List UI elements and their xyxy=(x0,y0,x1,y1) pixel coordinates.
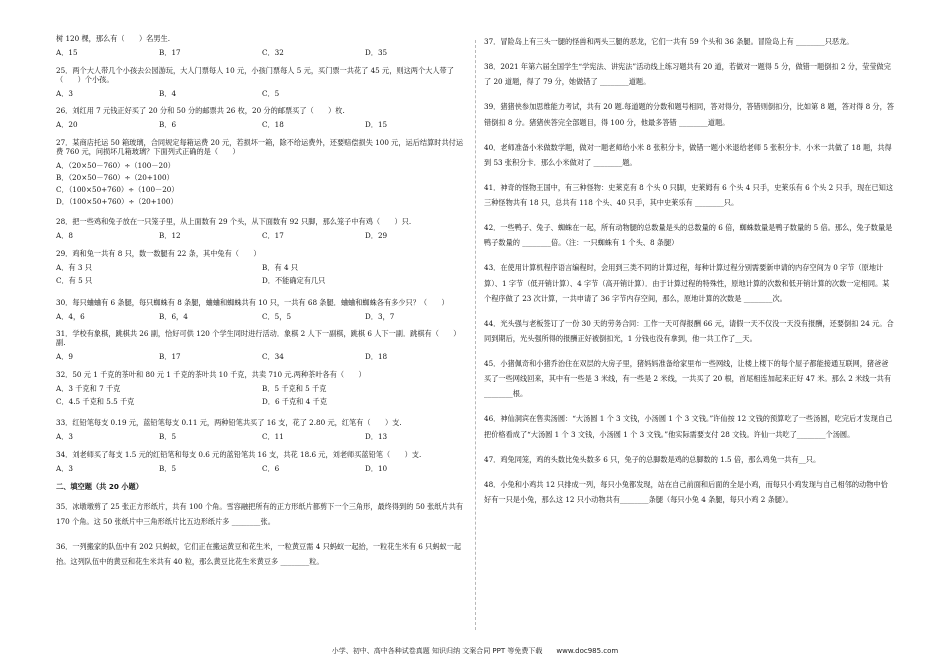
question-text: 31．学校有象棋，跳棋共 26 副，恰好可供 120 个学生同时进行活动．象棋 2 人下一副棋，跳棋 6 人下一副．跳棋有（ ）副. xyxy=(56,329,461,348)
question xyxy=(56,370,468,410)
option: B．（20×50－760）÷（20+100） xyxy=(56,172,174,182)
question-text: 28．把一些鸡和兔子放在一只笼子里，从上面数有 29 个头，从下面数有 92 只脚，那么笼子中有鸡（ ）只. xyxy=(56,217,412,227)
right-column xyxy=(484,34,894,517)
option: A．15 xyxy=(56,48,78,57)
option: A．8 xyxy=(56,231,73,241)
option: A．3 xyxy=(56,432,73,442)
option: C．34 xyxy=(262,352,284,362)
question xyxy=(56,138,468,209)
option: A．3 xyxy=(56,88,73,98)
fill-blank-question xyxy=(56,499,468,529)
question-text: 46．神仙洞宾在售卖汤圆：“大汤圆 1 个 3 文钱，小汤圆 1 个 3 文钱。”许仙按 12 文钱的预算吃了一些汤圆，吃完后才发现自己把价格看成了“大汤圆 1 个 3 文钱，小汤圆 1 个 3 文钱。”他实际需要支付 28 文钱。许仙一共吃了________个汤圆。 xyxy=(484,414,893,439)
fill-blank-question xyxy=(484,99,894,129)
options xyxy=(56,48,468,57)
question xyxy=(56,450,468,473)
fill-blank-question xyxy=(56,539,468,569)
option: A．有 3 只 xyxy=(56,262,92,272)
fill-blank-question xyxy=(484,411,894,441)
fill-blank-question xyxy=(484,140,894,170)
fill-blank-question xyxy=(484,59,894,89)
fill-blank-question xyxy=(484,477,894,507)
fill-blank-question xyxy=(484,356,894,401)
options xyxy=(56,384,468,410)
options xyxy=(56,432,468,441)
option: D．不能确定有几只 xyxy=(262,275,326,285)
option: C．（100×50+760）÷（100－20） xyxy=(56,184,179,194)
option: B．6，4 xyxy=(159,311,188,321)
question-text: 38．2021 年第六届全国学生“学宪法、讲宪法”活动线上练习题共有 20 道，若做对一题得 5 分，做错一题倒扣 2 分，莹莹做完了 20 道题，得了 79 分，她做错了 ________道题。 xyxy=(484,62,891,87)
options xyxy=(56,89,468,98)
question-text: 27．某商店托运 50 箱玻璃，合同规定每箱运费 20 元，若损坏一箱，除不给运费外，还要赔偿损失 100 元，运后结算时共付运费 760 元，问损坏几箱玻璃？下面列式正确的是（ ） xyxy=(56,137,464,156)
option: B．5 xyxy=(159,463,177,473)
question-text: 48．小兔和小鸡共 12 只排成一列，每只小兔都发现，站在自己前面和后面的全是小鸡，而每只小鸡发现与自己相邻的动物中恰好有一只是小兔，那么这 12 只小动物共有________条腿（每只小兔 4 条腿，每只小鸡 2 条腿）。 xyxy=(484,479,888,504)
option: D．（100×50+760）÷（20+100） xyxy=(56,196,178,206)
options xyxy=(56,312,468,321)
option: A．20 xyxy=(56,120,78,130)
question-text: 40．老师准备小米做数学题，做对一题老师给小米 8 张积分卡，做错一题小米退给老师 5 张积分卡．小米一共做了 18 题，共得到 53 张积分卡．那么小米做对了 ________题。 xyxy=(484,142,892,167)
question-text: 35．冰墩墩剪了 25 张正方形纸片，共有 100 个角。雪容融把所有的正方形纸片都剪下一个三角形，最终得到的 50 张纸片共有 170 个角。这 50 张纸片中三角形纸片比五边形纸片多 ________张。 xyxy=(56,501,464,526)
options xyxy=(56,352,468,361)
options xyxy=(56,464,468,473)
option: D．29 xyxy=(365,231,388,241)
question-text: 43．在使用计算机程序语言编程时，会用到三类不同的计算过程，每种计算过程分别需要新申请的内存空间为 0 字节（原地计算）、1 字节（低开销计算）、4 字节（高开销计算）．由于计算过程的特殊性，原地计算的次数和低开销计算的次数一定相同。某个程序做了 23 次计算，一共申请了 36 字节内存空间，那么，原地计算的次数是 ________次。 xyxy=(484,263,890,303)
question-text: 41．神奇的怪物王国中，有三种怪物：史莱克有 8 个头 0 只脚，史莱姆有 6 个头 4 只手，史莱乐有 6 个头 2 只手，现在已知这三种怪物共有 18 只，总共有 118 个头、40 只手，其中史莱乐有 ________只。 xyxy=(484,182,894,207)
question xyxy=(56,298,468,321)
question xyxy=(56,329,468,361)
question-text: 47．鸡兔同笼，鸡的头数比兔头数多 6 只，兔子的总脚数是鸡的总脚数的 1.5 倍，那么鸡兔一共有__只。 xyxy=(484,454,821,464)
option: C．18 xyxy=(262,120,284,130)
multiple-choice-list xyxy=(56,34,468,473)
options xyxy=(56,120,468,129)
question xyxy=(56,34,468,57)
question-text: 33．红铅笔每支 0.19 元，蓝铅笔每支 0.11 元，两种铅笔共买了 16 支，花了 2.80 元，红笔有（ ）支. xyxy=(56,418,402,428)
question-text: 32．50 元 1 千克的茶叶和 80 元 1 千克的茶叶共 10 千克，共卖 710 元.两种茶叶各有（ ） xyxy=(56,369,366,379)
option: B．5 xyxy=(159,432,177,442)
fill-blank-question xyxy=(484,316,894,346)
question xyxy=(56,249,468,289)
option: D．6 千克和 4 千克 xyxy=(262,396,327,406)
fill-blank-question xyxy=(484,220,894,250)
question-text: 26．刘红用 7 元钱正好买了 20 分和 50 分的邮票共 26 枚，20 分的邮票买了（ ）枚. xyxy=(56,106,345,116)
question-text: 36．一列搬家的队伍中有 202 只蚂蚁，它们正在搬运黄豆和花生米，一粒黄豆需 4 只蚂蚁一起抬，一粒花生米有 6 只蚂蚁一起抬。这列队伍中的黄豆和花生米共有 40 粒，那么黄豆比花生米黄豆多 ________粒。 xyxy=(56,541,462,566)
fill-blank-question xyxy=(484,34,894,49)
option: B．有 4 只 xyxy=(262,262,298,272)
option: B．6 xyxy=(159,120,177,130)
option: A．（20×50－760）÷（100－20） xyxy=(56,160,175,170)
option: C．32 xyxy=(262,48,284,57)
option: B．12 xyxy=(159,231,181,241)
option: A．3 xyxy=(56,463,73,473)
left-column xyxy=(56,34,468,579)
options xyxy=(56,231,468,240)
question-text: 45．小猪佩奇和小猪乔治住在双层的大房子里，猪妈妈准备给家里布一些网线，让楼上楼下的每个屋子都能接通互联网，猪爸爸买了一些网线回来，其中有一些是 3 米线，有一些是 2 米线，一共买了 20 根，首尾相连加起来正好 47 米。那么 2 米线一共有 ________根。 xyxy=(484,359,892,399)
section-title: 二、填空题（共 20 小题） xyxy=(56,481,143,491)
option: C．4.5 千克和 5.5 千克 xyxy=(56,396,135,406)
option: D．35 xyxy=(365,48,388,57)
option: A．9 xyxy=(56,352,73,362)
fill-blank-question xyxy=(484,452,894,467)
question-text: 37．冒险岛上有三头一腿的怪兽和两头三腿的恶龙，它们一共有 59 个头和 36 条腿。冒险岛上有 ________只恶龙。 xyxy=(484,37,854,46)
question xyxy=(56,66,468,98)
option: B．4 xyxy=(159,88,177,98)
option: B．5 千克和 5 千克 xyxy=(262,383,327,393)
option: C．5 xyxy=(262,88,280,98)
options xyxy=(56,263,468,289)
option: A．4，6 xyxy=(56,311,85,321)
fill-blank-list-left xyxy=(56,499,468,570)
question xyxy=(56,418,468,441)
option: D．13 xyxy=(365,432,388,442)
option: C．17 xyxy=(262,231,284,241)
question-text: 25．两个大人带几个小孩去公园游玩，大人门票每人 10 元，小孩门票每人 5 元，买门票一共花了 45 元，则这两个大人带了（ ）个小孩。 xyxy=(56,65,454,84)
option: D．18 xyxy=(365,352,388,362)
question-text: 树 120 棵，那么有（ ）名男生. xyxy=(56,34,171,43)
option: A．3 千克和 7 千克 xyxy=(56,383,121,393)
option: C．11 xyxy=(262,432,284,442)
fill-blank-question xyxy=(484,260,894,305)
question-text: 29．鸡和兔一共有 8 只，数一数腿有 22 条，其中兔有（ ） xyxy=(56,248,261,258)
question-text: 44．光头强与老板签订了一份 30 天的劳务合同：工作一天可得报酬 66 元，请假一天不仅没一天没有报酬，还要倒扣 24 元。合同到期后，光头强所得的报酬正好被倒扣光，1 分钱也没有拿到，他一共工作了__天。 xyxy=(484,318,894,343)
option: D．15 xyxy=(365,120,388,130)
option: B．17 xyxy=(159,48,181,57)
option: C．5，5 xyxy=(262,311,292,321)
question-text: 34．刘老师买了每支 1.5 元的红铅笔和每支 0.6 元的蓝铅笔共 16 支，共花 18.6 元，刘老师买蓝铅笔（ ）支. xyxy=(56,449,422,459)
question-text: 39．猪猪侠参加思维能力考试，共有 20 题.每道题的分数和题号相同，答对得分，答错则倒扣分，比如第 8 题，答对得 8 分，答错倒扣 8 分。猪猪侠答完全部题目，得 100 分，他最多答错 ________道题。 xyxy=(484,102,894,127)
question-text: 30．每只蛐蛐有 6 条腿，每只蜘蛛有 8 条腿，蛐蛐和蜘蛛共有 10 只，一共有 68 条腿．蛐蛐和蜘蛛各有多少只？（ ） xyxy=(56,297,449,307)
option: B．17 xyxy=(159,352,181,362)
options xyxy=(56,161,468,209)
fill-blank-list-right xyxy=(484,34,894,507)
question xyxy=(56,217,468,240)
page-footer: 小学、初中、高中各种试卷真题 知识归纳 文案合同 PPT 等免费下载 www.doc985.com xyxy=(331,647,619,655)
question xyxy=(56,106,468,129)
question-text: 42．一些鸭子、兔子、蜘蛛在一起，所有动物腿的总数量是头的总数量的 6 倍，蜘蛛数量是鸭子数量的 5 倍。那么，兔子数量是鸭子数量的 ________倍。（注：一只蜘蛛有 1 个头、8 条腿） xyxy=(484,223,893,248)
column-divider xyxy=(475,40,476,630)
option: C．有 5 只 xyxy=(56,275,93,285)
option: C．6 xyxy=(262,463,280,473)
option: D．10 xyxy=(365,463,388,473)
option: D．3，7 xyxy=(365,311,395,321)
fill-blank-question xyxy=(484,180,894,210)
